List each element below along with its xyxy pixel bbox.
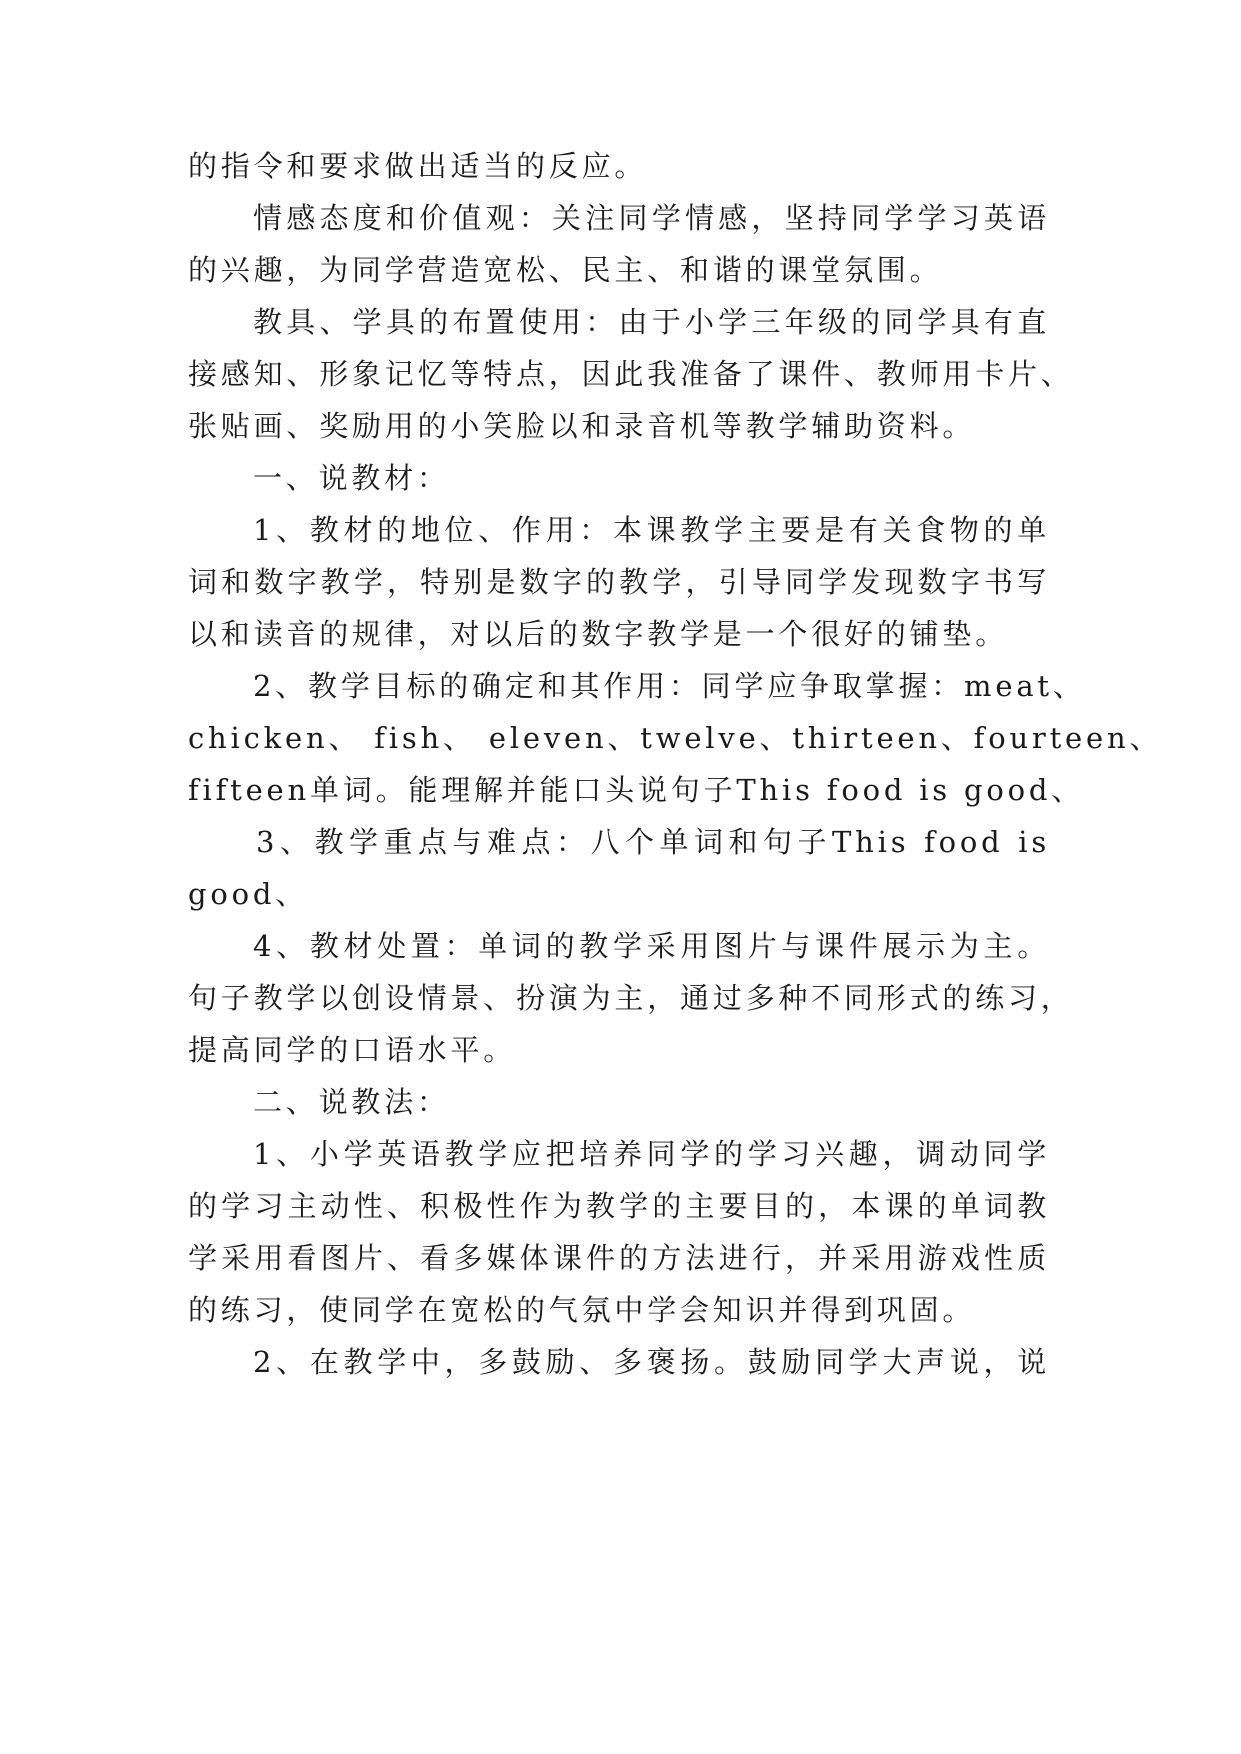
text-line: 以和读音的规律，对以后的数字教学是一个很好的铺垫。 — [188, 617, 1009, 651]
text-line: 教具、学具的布置使用：由于小学三年级的同学具有直 — [253, 305, 1050, 339]
text-line: 2、教学目标的确定和其作用：同学应争取掌握：meat、 — [253, 669, 1086, 703]
text-line: 接感知、形象记忆等特点，因此我准备了课件、教师用卡片、 — [188, 357, 1074, 391]
text-line: 2、在教学中，多鼓励、多褒扬。鼓励同学大声说，说 — [253, 1345, 1050, 1379]
text-line: 情感态度和价值观：关注同学情感，坚持同学学习英语 — [253, 201, 1050, 235]
text-line: 的练习，使同学在宽松的气氛中学会知识并得到巩固。 — [188, 1293, 976, 1327]
text-line: chicken、 fish、 eleven、twelve、thirteen、fourteen、 — [188, 721, 1163, 755]
text-line: 词和数字教学，特别是数字的教学，引导同学发现数字书写 — [188, 565, 1050, 599]
text-line: 的学习主动性、积极性作为教学的主要目的，本课的单词教 — [188, 1189, 1050, 1223]
text-line: good、 — [188, 877, 309, 911]
text-line: 1、教材的地位、作用：本课教学主要是有关食物的单 — [253, 513, 1050, 547]
text-line: 句子教学以创设情景、扮演为主，通过多种不同形式的练习， — [188, 981, 1074, 1015]
text-line: 提高同学的口语水平。 — [188, 1033, 517, 1067]
section-heading: 一、说教材： — [253, 461, 450, 495]
text-line: 的兴趣，为同学营造宽松、民主、和谐的课堂氛围。 — [188, 253, 943, 287]
text-line: 的指令和要求做出适当的反应。 — [188, 149, 648, 183]
text-line: fifteen单词。能理解并能口头说句子This food is good、 — [188, 773, 1085, 807]
text-line: 4、教材处置：单词的教学采用图片与课件展示为主。 — [253, 929, 1050, 963]
section-heading: 二、说教法： — [253, 1085, 450, 1119]
text-line: 1、小学英语教学应把培养同学的学习兴趣，调动同学 — [253, 1137, 1050, 1171]
text-line: 学采用看图片、看多媒体课件的方法进行，并采用游戏性质 — [188, 1241, 1050, 1275]
text-line: 3、教学重点与难点：八个单词和句子This food is — [256, 825, 1050, 859]
text-line: 张贴画、奖励用的小笑脸以和录音机等教学辅助资料。 — [188, 409, 976, 443]
